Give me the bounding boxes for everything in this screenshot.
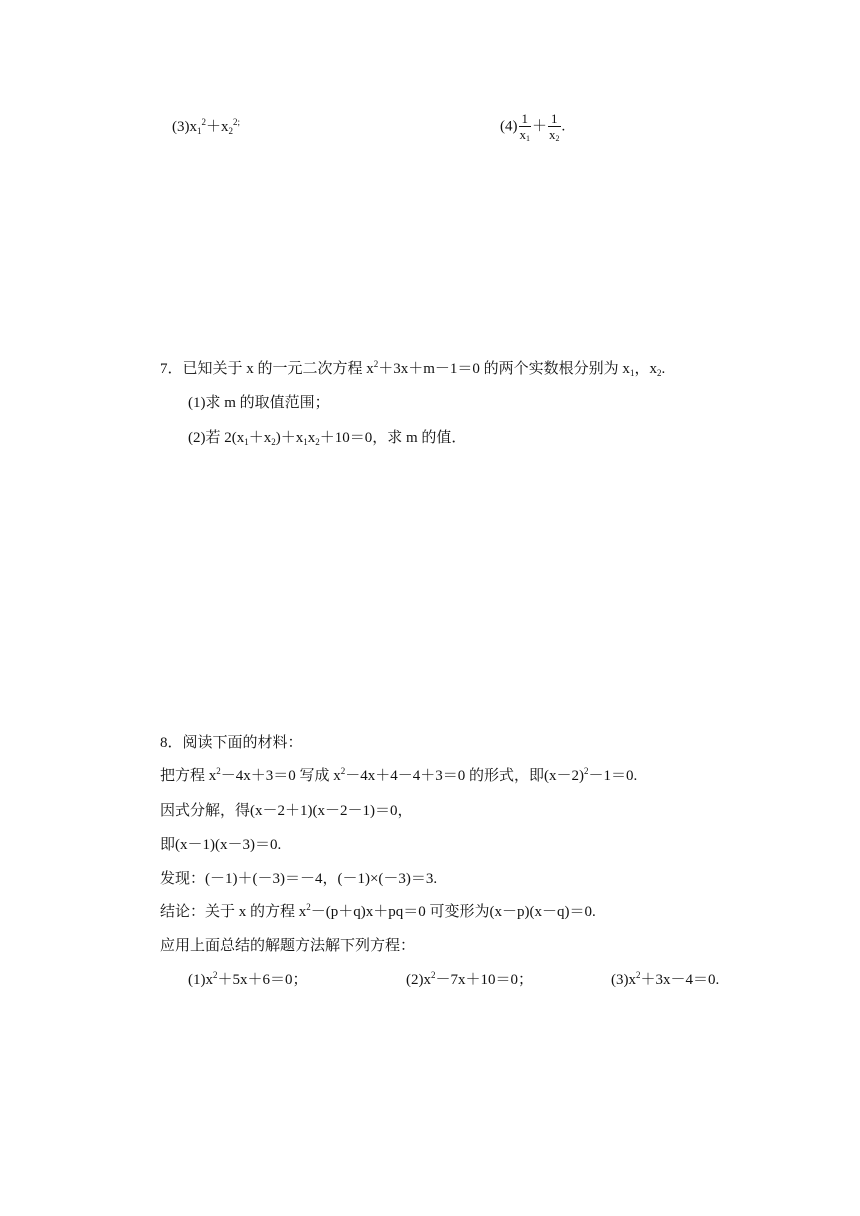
fraction-one-over-x2: $\frac{1}{x_2}$: [549, 111, 560, 143]
fraction-one-over-x1: $\frac{1}{x_1}$: [519, 111, 530, 143]
q6-part3: $(3)x_1^2+x_2^{2;}$: [172, 117, 241, 136]
q8-equation-3: $(3)x^2+3x-4=0$.: [611, 970, 720, 988]
q7-part2: (2)若 $2(x_1+x_2)+x_1x_2+10=0$，求 m 的值．: [188, 430, 467, 447]
q7-part1: (1)求 m 的取值范围；: [188, 395, 330, 411]
q8-equation-1: $(1)x^2+5x+6=0$；: [188, 970, 308, 988]
q7-title: 7．已知关于 x 的一元二次方程 $x^2+3x+m-1=0$ 的两个实数根分别为 $x_1$，$x_2$.: [160, 359, 666, 378]
q8-line5: 结论：关于 x 的方程 $x^2-(p+q)x+pq=0$ 可变形为(x－p)(x－q)＝0.: [160, 902, 596, 920]
q8-line1: 把方程 $x^2-4x+3=0$ 写成 $x^2-4x+4-4+3=0$ 的形式，即$(x-2)^2-1=0$.: [160, 766, 638, 784]
q6-part4-label: (4): [500, 118, 518, 135]
q6-part4: (4) $\frac{1}{x_1}$ ＋ $\frac{1}{x_2}$ .: [500, 111, 566, 143]
q8-title: 8．阅读下面的材料：: [160, 735, 303, 751]
q8-line4: 发现：(－1)＋(－3)＝－4，(－1)×(－3)＝3.: [160, 871, 438, 887]
q8-equation-2: $(2)x^2-7x+10=0$；: [406, 970, 534, 988]
q8-line2: 因式分解，得(x－2＋1)(x－2－1)＝0，: [160, 803, 413, 819]
q8-line6: 应用上面总结的解题方法解下列方程：: [160, 938, 416, 954]
q8-line3: 即(x－1)(x－3)＝0.: [160, 837, 282, 853]
q6-part3-label: (3): [172, 119, 190, 135]
